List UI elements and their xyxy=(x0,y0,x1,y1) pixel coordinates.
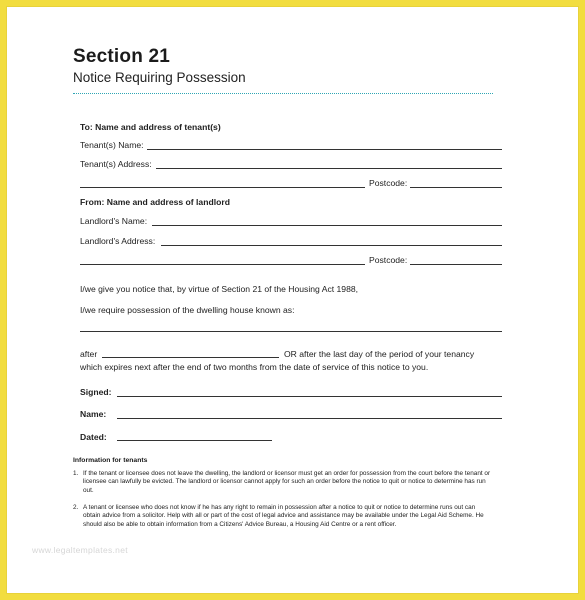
tenant-address-line-2[interactable] xyxy=(80,187,365,188)
or-after-text: OR after the last day of the period of your tenancy xyxy=(284,349,475,359)
signature-field[interactable] xyxy=(117,396,502,397)
to-heading: To: Name and address of tenant(s) xyxy=(80,122,221,132)
tenant-name-label: Tenant(s) Name: xyxy=(80,140,144,150)
landlord-postcode-label: Postcode: xyxy=(369,255,408,265)
tenant-name-field[interactable] xyxy=(147,149,502,150)
property-address-field[interactable] xyxy=(80,331,502,332)
dated-label: Dated: xyxy=(80,432,107,442)
document-subtitle: Notice Requiring Possession xyxy=(73,70,246,85)
expires-text: which expires next after the end of two months from the date of service of this notice to you. xyxy=(80,362,429,372)
name-label: Name: xyxy=(80,409,107,419)
notice-sentence: I/we give you notice that, by virtue of Section 21 of the Housing Act 1988, xyxy=(80,284,359,294)
name-field[interactable] xyxy=(117,418,502,419)
landlord-name-field[interactable] xyxy=(152,225,502,226)
info-heading: Information for tenants xyxy=(73,457,148,464)
info-item-number: 1. xyxy=(73,470,79,477)
tenant-postcode-field[interactable] xyxy=(410,187,502,188)
info-item-2 xyxy=(73,504,493,529)
info-item-text: If the tenant or licensee does not leave the dwelling, the landlord or licensor must get an order for possession from the court before the tenant or licensee can lawfully be evicted. The landlord or licensor cannot apply for such an order before the notice to quit or notice to determine has run out. xyxy=(83,470,491,494)
landlord-postcode-field[interactable] xyxy=(410,264,502,265)
document-title: Section 21 xyxy=(73,46,171,67)
from-heading: From: Name and address of landlord xyxy=(80,197,230,207)
title-divider xyxy=(73,93,493,94)
tenant-address-field[interactable] xyxy=(156,168,502,169)
info-item-text: A tenant or licensee who does not know if he has any right to remain in possession after a notice to quit or notice to determine runs out can obtain advice from a solicitor. Help with all or part of the cost of legal advice and assistance may be available under the Legal Aid Scheme. He should also be able to obtain information from a Citizens' Advice Bureau, a Housing Aid Centre or a rent officer. xyxy=(83,504,484,528)
landlord-address-label: Landlord's Address: xyxy=(80,236,156,246)
signed-label: Signed: xyxy=(80,387,112,397)
possession-sentence: I/we require possession of the dwelling house known as: xyxy=(80,305,295,315)
tenant-address-label: Tenant(s) Address: xyxy=(80,159,152,169)
after-date-field[interactable] xyxy=(102,357,279,358)
landlord-address-field[interactable] xyxy=(161,245,502,246)
after-label: after xyxy=(80,349,98,359)
landlord-address-line-2[interactable] xyxy=(80,264,365,265)
info-item-number: 2. xyxy=(73,504,79,511)
landlord-name-label: Landlord's Name: xyxy=(80,216,148,226)
tenant-postcode-label: Postcode: xyxy=(369,178,408,188)
dated-field[interactable] xyxy=(117,440,272,441)
info-item-1 xyxy=(73,470,493,495)
watermark: www.legaltemplates.net xyxy=(32,545,128,555)
